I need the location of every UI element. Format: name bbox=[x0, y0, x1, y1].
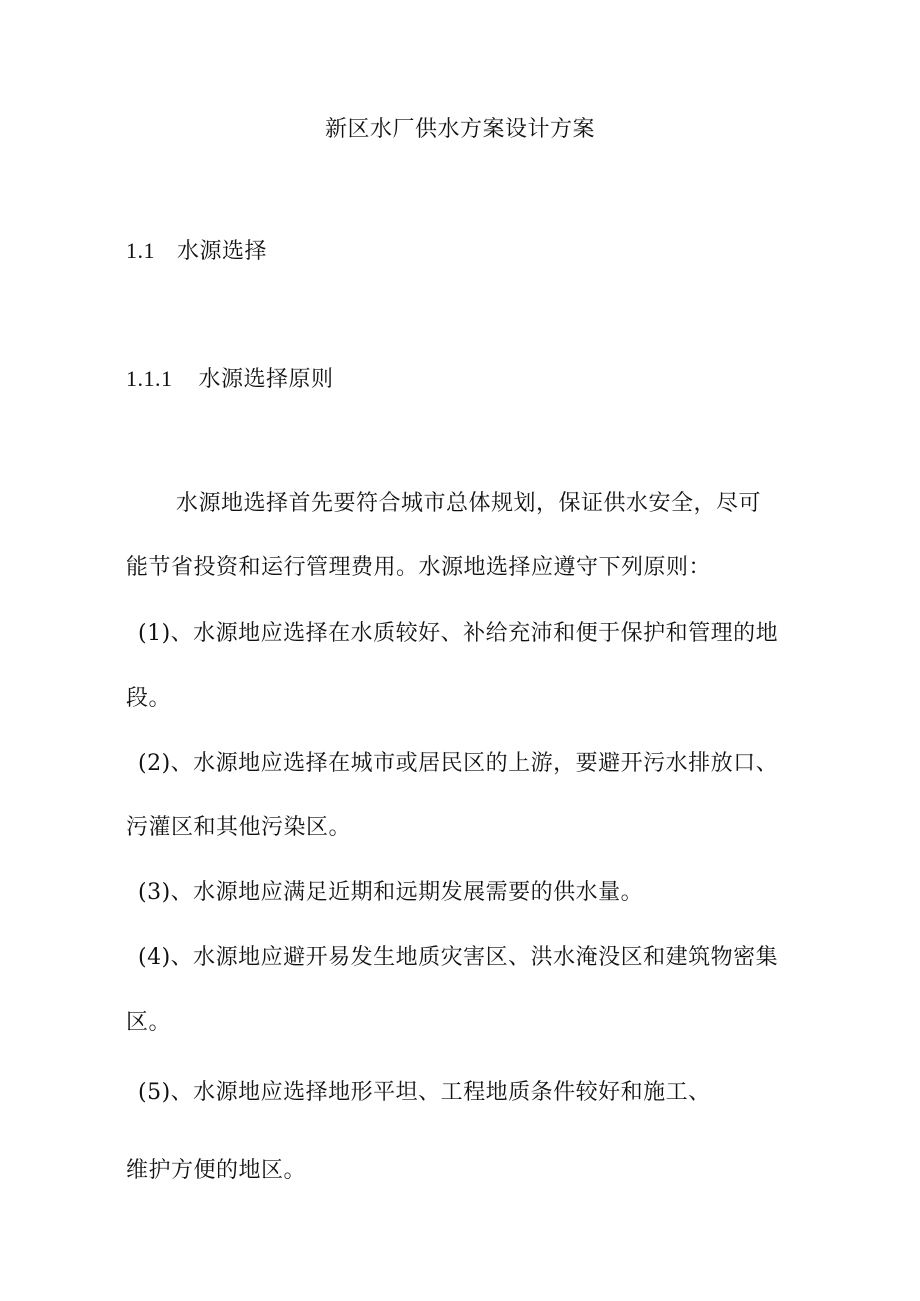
intro-paragraph-line-2: 能节省投资和运行管理费用。水源地选择应遵守下列原则： bbox=[126, 555, 712, 580]
subsection-heading bbox=[126, 364, 334, 395]
subsection-number: 1.1.1 bbox=[126, 366, 173, 391]
list-item-1-line-1: (1)、水源地应选择在水质较好、补给充沛和便于保护和管理的地 bbox=[138, 621, 779, 646]
subsection-title: 水源选择原则 bbox=[198, 367, 334, 392]
section-title: 水源选择 bbox=[177, 239, 268, 264]
list-item-2-line-1: (2)、水源地应选择在城市或居民区的上游，要避开污水排放口、 bbox=[138, 751, 779, 776]
list-item-5-line-2: 维护方便的地区。 bbox=[126, 1158, 307, 1183]
list-item-2-line-2: 污灌区和其他污染区。 bbox=[126, 815, 352, 840]
list-item-4-line-2: 区。 bbox=[126, 1010, 172, 1035]
section-heading bbox=[126, 236, 267, 267]
document-title: 新区水厂供水方案设计方案 bbox=[324, 117, 595, 142]
list-item-5-line-1: (5)、水源地应选择地形平坦、工程地质条件较好和施工、 bbox=[138, 1080, 711, 1105]
intro-paragraph-line-1: 水源地选择首先要符合城市总体规划，保证供水安全，尽可 bbox=[176, 491, 762, 516]
list-item-1-line-2: 段。 bbox=[126, 686, 172, 711]
section-number: 1.1 bbox=[126, 238, 155, 263]
list-item-4-line-1: (4)、水源地应避开易发生地质灾害区、洪水淹没区和建筑物密集 bbox=[138, 945, 779, 970]
list-item-3-line-1: (3)、水源地应满足近期和远期发展需要的供水量。 bbox=[138, 880, 644, 905]
